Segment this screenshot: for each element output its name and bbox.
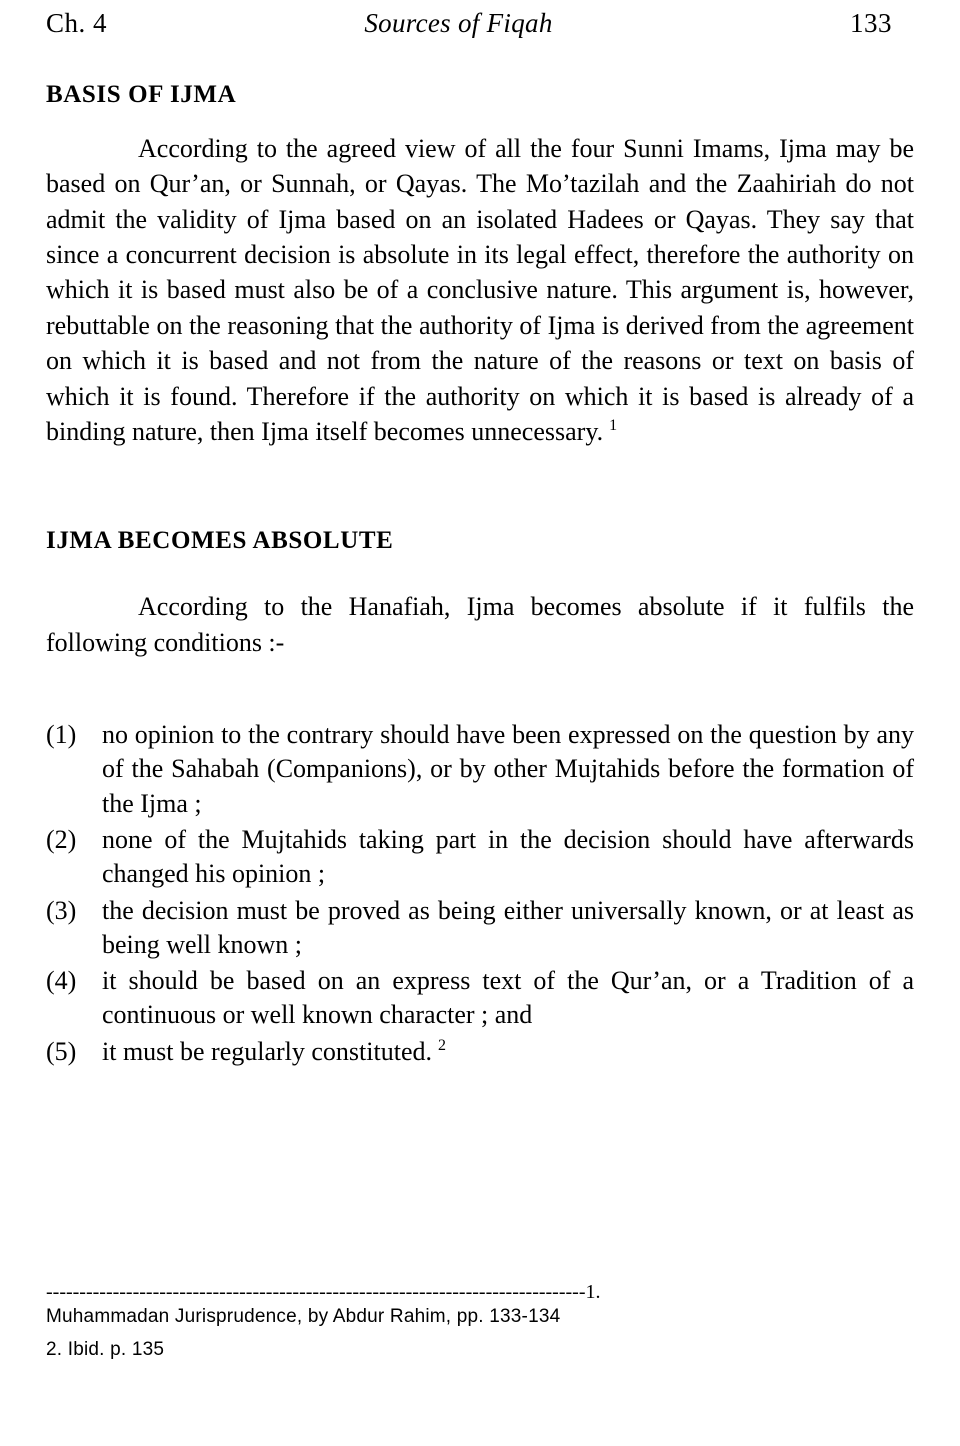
list-item [46,823,914,892]
list-item-marker: (3) [46,895,77,925]
chapter-label: Ch. 4 [46,8,108,38]
footnote-ref-2: 2 [438,1037,446,1055]
footnote-area [46,1281,914,1364]
running-head [0,0,960,39]
list-item-text: none of the Mujtahids taking part in the decision should have afterwards changed his opinion ; [102,824,914,889]
list-item-sentence: it must be regularly constituted. [102,1036,432,1066]
footnote-1-text: Muhammadan Jurisprudence, by Abdur Rahim, pp. 133-134 [46,1306,561,1327]
section-heading-basis-of-ijma: BASIS OF IJMA [46,81,237,108]
page-number: 133 [849,8,892,38]
list-item-marker: (5) [46,1036,77,1066]
list-item-text: the decision must be proved as being either universally known, or at least as being well known ; [102,895,914,959]
list-item [46,1035,914,1069]
list-item-marker: (4) [46,966,77,996]
section-heading-ijma-becomes-absolute: IJMA BECOMES ABSOLUTE [46,527,394,555]
book-running-title: Sources of Fiqah [364,8,553,38]
paragraph-ijma-becomes-absolute: According to the Hanafiah, Ijma becomes absolute if it fulfils the following conditions :- [46,592,914,657]
conditions-list [46,718,914,1069]
list-item [46,718,914,821]
list-item-text: no opinion to the contrary should have been expressed on the question by any of the Sahabah (Companions), or by other Mujtahids before the formation of the Ijma ; [102,719,914,818]
list-item-text: it should be based on an express text of the Qur’an, or a Tradition of a continuous or well known character ; and [102,966,914,1030]
footnote-separator-rule: ---------------------------------------------------------------------------------1. [46,1281,601,1303]
footnote-2-text: 2. Ibid. p. 135 [46,1338,165,1360]
list-item-marker: (2) [46,824,77,854]
paragraph-basis-of-ijma [46,131,914,449]
list-item-marker: (1) [46,719,77,749]
footnote-ref-1: 1 [609,417,618,435]
page-content [0,81,960,1069]
list-item [46,894,914,963]
list-item [46,964,914,1033]
list-item-text [102,1035,914,1069]
paragraph-text: According to the agreed view of all the four Sunni Imams, Ijma may be based on Qur’an, or Sunnah, or Qayas. The Mo’tazilah and the Zaahiriah do not admit the validity of Ijma based on an isolated Hadees or Qayas. They say that since a concurrent decision is absolute in its legal effect, therefore the authority on which it is based must also be of a conclusive nature. This argument is, however, rebuttable on the reasoning that the authority of Ijma is derived from the agreement on which it is based and not from the nature of the reasons or text on basis of which it is found. Therefore if the authority on which it is based is already of a binding nature, then Ijma itself becomes unnecessary. [46,134,914,446]
